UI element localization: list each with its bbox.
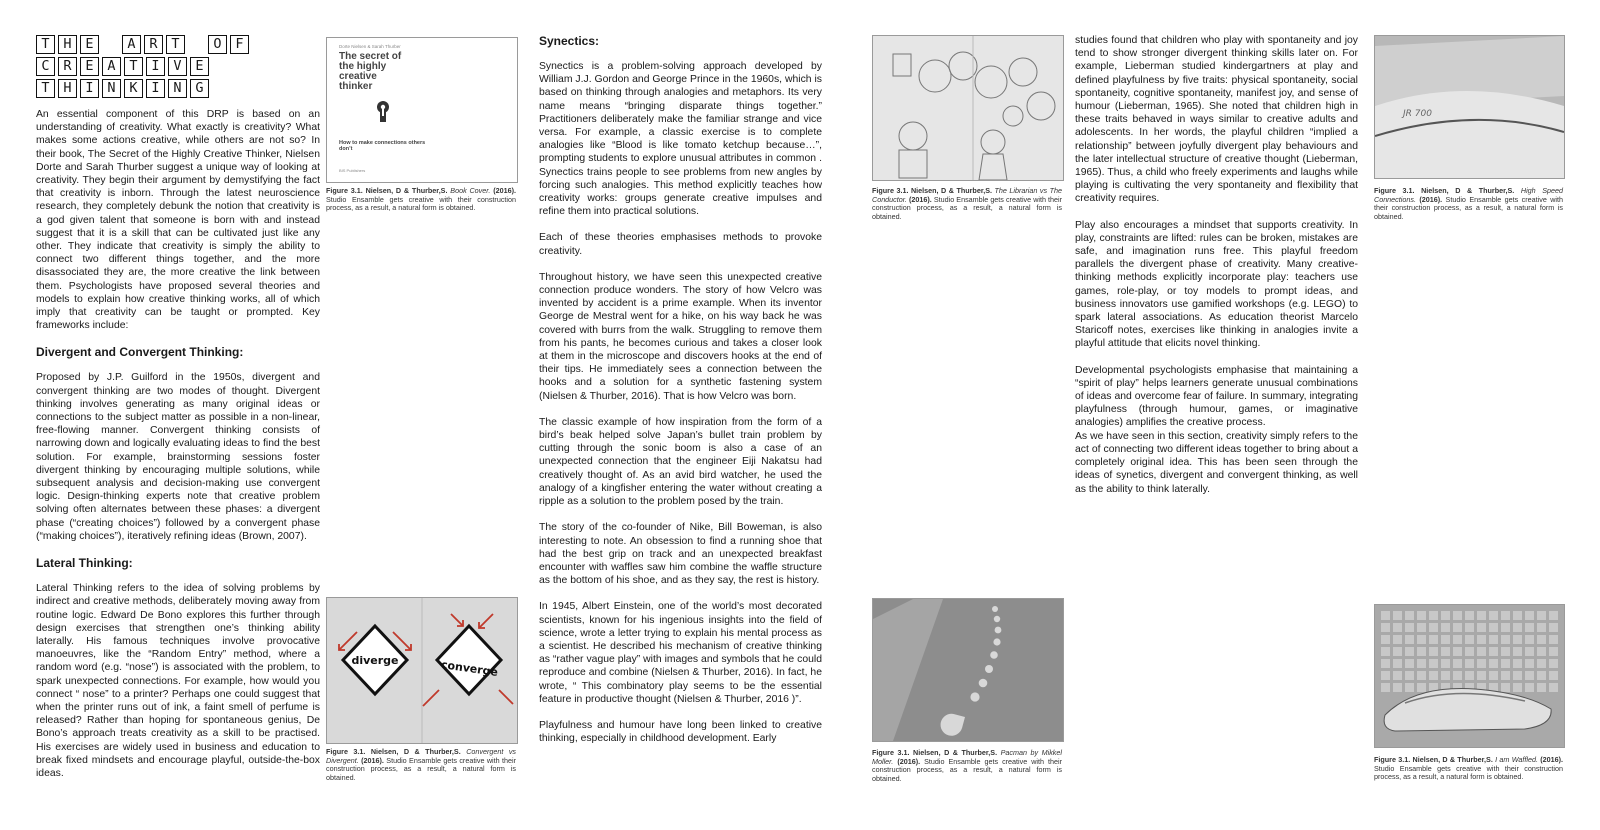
waffle-cell xyxy=(1465,635,1474,644)
caption-year: (2016). xyxy=(1419,194,1443,204)
figure-librarian-conductor xyxy=(872,35,1064,181)
waffle-cell xyxy=(1489,635,1498,644)
waffle-cell xyxy=(1429,623,1438,632)
diverge-label: diverge xyxy=(351,654,399,667)
waffle-cell xyxy=(1393,671,1402,680)
title-gap xyxy=(102,35,119,52)
waffle-cell xyxy=(1429,671,1438,680)
waffle-cell xyxy=(1417,659,1426,668)
waffle-cell xyxy=(1549,671,1558,680)
caption-title: The Librarian vs The Conductor. xyxy=(872,186,1062,204)
synectics-paragraph: Synectics is a problem-solving approach developed by William J.J. Gordon and George Prince in the 1960s, which is based on thinking through analogies and metaphors. Its very name means “bringing disparate things together.” Practitioners deliberately make the familiar strange and vice versa. For example, a classic exercise is to complete analogies like “Blood is like tomato ketchup because…”, prompting students to explore unusual attributes in common . Synectics trains people to see problems from new angles by forcing such analogies. This method explicitly teaches how creativity works: groups generate creative impulses and refine them into practical solutions. xyxy=(539,61,822,218)
title-letter: T xyxy=(36,79,55,98)
waffle-cell xyxy=(1405,659,1414,668)
waffle-cell xyxy=(1393,623,1402,632)
waffle-cell xyxy=(1525,671,1534,680)
waffle-shoe-photo xyxy=(1375,605,1564,747)
waffle-cell xyxy=(1453,659,1462,668)
waffle-cell xyxy=(1501,683,1510,692)
waffle-cell xyxy=(1381,623,1390,632)
heading-divergent: Divergent and Convergent Thinking: xyxy=(36,345,244,360)
title-letter: E xyxy=(80,57,99,76)
book-cover-subtitle: How to make connections others don’t xyxy=(339,140,426,152)
waffle-cell xyxy=(1465,659,1474,668)
waffle-cell xyxy=(1453,671,1462,680)
waffle-cell xyxy=(1405,671,1414,680)
figure-book-cover xyxy=(326,37,518,183)
waffle-cell xyxy=(1525,623,1534,632)
column-2 xyxy=(539,34,822,758)
caption-title: Pacman by Mikkel Moller. xyxy=(872,748,1062,766)
waffle-cell xyxy=(1429,659,1438,668)
waffle-cell xyxy=(1393,635,1402,644)
caption-label: Figure 3.1. Nielsen, D & Thurber,S. xyxy=(872,186,993,195)
waffle-cell xyxy=(1525,635,1534,644)
train-photo xyxy=(1375,36,1564,178)
title-letter: H xyxy=(58,79,77,98)
caption-book-cover xyxy=(326,187,516,213)
waffle-cell xyxy=(1441,623,1450,632)
caption-title: High Speed Connections. xyxy=(1374,186,1564,204)
title-letter: I xyxy=(146,57,165,76)
waffle-cell xyxy=(1465,671,1474,680)
book-publisher: BIS Publishers xyxy=(339,168,366,173)
title-letter: G xyxy=(190,79,209,98)
waffle-cell xyxy=(1537,647,1546,656)
caption-diverge-converge xyxy=(326,748,516,782)
title-row xyxy=(36,57,249,76)
bullet-train-paragraph: The classic example of how inspiration from the form of a bird’s beak helped solve Japan’s bullet train problem by cutting through the sonic boom is also a case of an unexpected connection that the engineer Eiji Nakatsu had creatively thought of. As an avid bird watcher, he used the analogy of a kingfisher entering the water without creating a ripple as a solution to the problem posed by the train. xyxy=(539,416,822,508)
page-title xyxy=(36,35,249,101)
book-cover-title: The secret of the highly creative thinker xyxy=(339,51,402,92)
waffle-cell xyxy=(1489,647,1498,656)
caption-label: Figure 3.1. Nielsen, D & Thurber,S. xyxy=(1374,186,1515,195)
waffle-cell xyxy=(1429,647,1438,656)
figure-pacman xyxy=(872,598,1064,742)
title-letter: I xyxy=(80,79,99,98)
waffle-cell xyxy=(1501,623,1510,632)
title-letter: T xyxy=(124,57,143,76)
waffle-cell xyxy=(1465,647,1474,656)
caption-year: (2016). xyxy=(908,194,932,204)
waffle-cell xyxy=(1501,611,1510,620)
waffle-cell xyxy=(1513,647,1522,656)
title-letter: A xyxy=(102,57,121,76)
waffle-cell xyxy=(1549,635,1558,644)
converge-label: converge xyxy=(440,658,499,679)
waffle-cell xyxy=(1453,611,1462,620)
waffle-cell xyxy=(1501,671,1510,680)
conclusion-paragraph: As we have seen in this section, creativity simply refers to the act of connecting two different ideas together to bring about a completely original idea. This has been seen through the ideas of synetics, divergent and convergent thinking, as well as the ability to think laterally. xyxy=(1075,430,1358,495)
velcro-paragraph: Throughout history, we have seen this unexpected creative connection produce wonders. The story of how Velcro was invented by accident is a prime example. When its inventor George de Mestral went for a hike, on his way back he was covered with burrs from the walk. Struggling to remove them from his pants, he becomes curious and takes a closer look at them in the microscope and discovers hooks at the end of their tips. He immediately sees a connection between the hooks and a solution for a synthetic fastening system (Nielsen & Thurber, 2016). That is how Velcro was born. xyxy=(539,271,822,402)
waffle-cell xyxy=(1405,623,1414,632)
waffle-cell xyxy=(1453,635,1462,644)
waffle-cell xyxy=(1525,683,1534,692)
caption-text: Studio Ensamble gets creative with their construction process, as a result, a natural form is obtained. xyxy=(1374,763,1563,782)
waffle-cell xyxy=(1489,659,1498,668)
waffle-cell xyxy=(1381,683,1390,692)
waffle-cell xyxy=(1405,635,1414,644)
waffle-cell xyxy=(1417,647,1426,656)
title-letter: R xyxy=(144,35,163,54)
caption-text: Studio Ensamble gets creative with their construction process, as a result, a natural form is obtained. xyxy=(872,194,1063,221)
waffle-cell xyxy=(1537,683,1546,692)
waffle-cell xyxy=(1513,623,1522,632)
book-authors: Dorte Nielsen & Sarah Thurber xyxy=(339,44,401,49)
column-3 xyxy=(1075,34,1358,509)
heading-lateral: Lateral Thinking: xyxy=(36,556,133,571)
waffle-cell xyxy=(1549,623,1558,632)
waffle-cell xyxy=(1441,611,1450,620)
waffle-cell xyxy=(1537,671,1546,680)
waffle-cell xyxy=(1417,635,1426,644)
waffle-cell xyxy=(1513,659,1522,668)
waffle-cell xyxy=(1417,623,1426,632)
waffle-cell xyxy=(1477,647,1486,656)
waffle-cell xyxy=(1537,623,1546,632)
waffle-cell xyxy=(1513,611,1522,620)
waffle-cell xyxy=(1429,611,1438,620)
title-letter: O xyxy=(208,35,227,54)
title-gap xyxy=(188,35,205,52)
waffle-cell xyxy=(1405,683,1414,692)
waffle-cell xyxy=(1513,635,1522,644)
pacman-photo xyxy=(873,599,1063,741)
spirit-of-play-paragraph: Developmental psychologists emphasise that maintaining a “spirit of play” helps learners generate unusual combinations of ideas and overcome fear of failure. In summary, integrating playfulness (through humour, games, or imaginative analogies) amplifies the creative process. xyxy=(1075,364,1358,429)
playfulness-paragraph: Playfulness and humour have long been linked to creative thinking, especially in childhood development. Early xyxy=(539,719,822,745)
waffle-cell xyxy=(1381,671,1390,680)
title-letter: R xyxy=(58,57,77,76)
waffle-cell xyxy=(1513,671,1522,680)
waffle-cell xyxy=(1525,659,1534,668)
waffle-cell xyxy=(1501,635,1510,644)
waffle-cell xyxy=(1381,659,1390,668)
caption-pacman xyxy=(872,749,1062,783)
lieberman-paragraph: studies found that children who play with spontaneity and joy tend to show stronger divergent thinking skills later on. For example, Lieberman studied kindergartners at play and defined playfulness by five traits: physical spontaneity, social spontaneity, cognitive spontaneity, manifest joy, and sense of humour (Lieberman, 1965). She noted that children high in these traits behaved in ways similar to creative adults and adolescents. In her words, the playful children “implied a relationship” between joyfully divergent play behaviours and the later intellectual structure of creative thought (Lieberman, 1965). Thus, a child who freely experiments and laughs while playing is cultivating the very spontaneity and flexibility that creativity requires. xyxy=(1075,35,1358,205)
nike-paragraph: The story of the co-founder of Nike, Bill Boweman, is also interesting to note. An obsession to find a running shoe that had the best grip on track and an unexpected breakfast encounter with waffles saw him combine the waffle structure as the bottom of his shoe, and as they say, the rest is history. xyxy=(539,522,822,587)
waffle-cell xyxy=(1417,671,1426,680)
caption-label: Figure 3.1. Nielsen, D & Thurber,S. xyxy=(326,747,461,756)
caption-label: Figure 3.1. Nielsen, D & Thurber,S. xyxy=(1374,755,1493,764)
waffle-cell xyxy=(1405,611,1414,620)
waffle-cell xyxy=(1537,659,1546,668)
waffle-cell xyxy=(1453,623,1462,632)
divergent-paragraph: Proposed by J.P. Guilford in the 1950s, divergent and convergent thinking are two modes of thought. Divergent thinking involves generating as many original ideas or connections to the subject matter as possible in a non-linear, free-flowing manner. Convergent thinking consists of narrowing down and logically evaluating ideas to find the best solution. For example, brainstorming sessions foster divergent thinking by encouraging multiple solutions, while subsequent analysis and decision-making use convergent logic. Design-thinking experts note that creative problem solving often alternates between these phases: a divergent phase (“creating choices”) followed by a convergent phase (“making choices”), iteratively refining ideas (Brown, 2007). xyxy=(36,372,320,542)
caption-year: (2016). xyxy=(493,186,516,195)
waffle-cell xyxy=(1405,647,1414,656)
title-letter: T xyxy=(36,35,55,54)
caption-label: Figure 3.1. Nielsen, D & Thurber,S. xyxy=(872,748,998,757)
caption-text: Studio Ensamble gets creative with their construction process, as a result, a natural form is obtained. xyxy=(326,194,516,213)
intro-paragraph: An essential component of this DRP is based on an understanding of creativity. What exactly is creativity? What makes some actions creative, while others are not so? In their book, The Secret of the Highly Creative Thinker, Nielsen Dorte and Sarah Thurber suggest a unique way of looking at creativity. They begin their argument by demystifying the fact that creativity is inborn. Through the latest neuroscience research, they completely debunk the notion that creativity is a god given talent that someone is born with and instead suggest that it is a skill that can be cultivated just like any other. They indicate that creativity is simply the ability to connect two different things together, and the more disassociated they are, the more creative the link between them. Psychologists have proposed several theories and models to explain how creative thinking works, all of which imply that creativity can be taught or prompted. Key frameworks include: xyxy=(36,109,320,332)
waffle-cell xyxy=(1441,671,1450,680)
figure-train xyxy=(1374,35,1565,179)
title-letter: C xyxy=(36,57,55,76)
waffle-cell xyxy=(1525,611,1534,620)
waffle-cell xyxy=(1477,659,1486,668)
caption-label: Figure 3.1. Nielsen, D & Thurber,S. xyxy=(326,186,448,195)
librarian-conductor-sketch xyxy=(873,36,1063,180)
title-letter: F xyxy=(230,35,249,54)
waffle-cell xyxy=(1477,611,1486,620)
waffle-cell xyxy=(1501,647,1510,656)
waffle-cell xyxy=(1441,635,1450,644)
waffle-cell xyxy=(1549,647,1558,656)
waffle-cell xyxy=(1393,611,1402,620)
caption-year: (2016). xyxy=(897,756,921,766)
diverge-converge-drawing xyxy=(327,598,517,743)
waffle-cell xyxy=(1465,611,1474,620)
caption-title: I am Waffled. xyxy=(1495,755,1538,764)
waffle-cell xyxy=(1381,635,1390,644)
waffle-cell xyxy=(1501,659,1510,668)
title-letter: V xyxy=(168,57,187,76)
column-1 xyxy=(36,108,320,793)
title-row xyxy=(36,35,249,54)
waffle-cell xyxy=(1513,683,1522,692)
waffle-cell xyxy=(1489,623,1498,632)
caption-waffle-shoe xyxy=(1374,756,1563,782)
keyhole-icon xyxy=(375,100,391,124)
caption-year: (2016). xyxy=(1540,755,1564,764)
title-letter: N xyxy=(102,79,121,98)
waffle-cell xyxy=(1549,611,1558,620)
title-letter: E xyxy=(80,35,99,54)
title-letter: N xyxy=(168,79,187,98)
waffle-cell xyxy=(1489,671,1498,680)
caption-text: Studio Ensamble gets creative with their construction process, as a result, a natural form is obtained. xyxy=(326,755,517,782)
caption-title: Convergent vs Divergent. xyxy=(326,747,517,765)
caption-year: (2016). xyxy=(361,755,384,765)
theories-paragraph: Each of these theories emphasises methods to provoke creativity. xyxy=(539,232,822,257)
waffle-cell xyxy=(1393,647,1402,656)
title-letter: H xyxy=(58,35,77,54)
waffle-cell xyxy=(1417,611,1426,620)
title-letter: K xyxy=(124,79,143,98)
waffle-cell xyxy=(1393,683,1402,692)
title-letter: T xyxy=(166,35,185,54)
waffle-cell xyxy=(1477,671,1486,680)
heading-synectics: Synectics: xyxy=(539,34,600,48)
waffle-cell xyxy=(1417,683,1426,692)
waffle-cell xyxy=(1549,683,1558,692)
waffle-cell xyxy=(1441,659,1450,668)
figure-diverge-converge xyxy=(326,597,518,744)
caption-text: Studio Ensamble gets creative with their construction process, as a result, a natural form is obtained. xyxy=(872,756,1063,783)
title-letter: I xyxy=(146,79,165,98)
train-label: JR 700 xyxy=(1403,109,1432,119)
caption-text: Studio Ensamble gets creative with their construction process, as a result, a natural form is obtained. xyxy=(1374,194,1564,221)
einstein-paragraph: In 1945, Albert Einstein, one of the world’s most decorated scientists, known for his ingenious insights into the field of science, wrote a letter trying to explain his mental process as a scientist. He described his mechanism of creative thinking as “rather vague play” with images and symbols that he could reproduce and combine (Nielsen & Thurber, 2016). In fact, he wrote, “ This combinatory play seems to be the essential feature in productive thought (Nielsen & Thurber, 2016 )”. xyxy=(539,601,822,705)
caption-train xyxy=(1374,187,1563,221)
caption-librarian-conductor xyxy=(872,187,1062,221)
waffle-cell xyxy=(1465,623,1474,632)
play-mindset-paragraph: Play also encourages a mindset that supports creativity. In play, constraints are lifted: rules can be broken, mistakes are safe, and imagination runs free. This playful freedom parallels the divergent phase of creativity. Many creative-thinking methods explicitly incorporate play: teachers use games, role-play, or toy models to prompt ideas, and business innovators use gamified workshops (e.g. LEGO) to spark lateral associations. As education theorist Marcelo Staricoff notes, exercises like thinking in analogies invite a playful attitude that elicits novel thinking. xyxy=(1075,219,1358,350)
title-letter: E xyxy=(190,57,209,76)
waffle-cell xyxy=(1489,611,1498,620)
waffle-cell xyxy=(1477,635,1486,644)
figure-waffle-shoe xyxy=(1374,604,1565,748)
waffle-cell xyxy=(1549,659,1558,668)
waffle-cell xyxy=(1393,659,1402,668)
waffle-cell xyxy=(1525,647,1534,656)
waffle-cell xyxy=(1477,623,1486,632)
caption-title: Book Cover. xyxy=(450,186,491,195)
waffle-cell xyxy=(1429,635,1438,644)
waffle-cell xyxy=(1453,647,1462,656)
waffle-cell xyxy=(1537,611,1546,620)
waffle-cell xyxy=(1381,647,1390,656)
waffle-cell xyxy=(1537,635,1546,644)
waffle-cell xyxy=(1381,611,1390,620)
title-row xyxy=(36,79,249,98)
lateral-paragraph: Lateral Thinking refers to the idea of solving problems by indirect and creative methods, deliberately moving away from routine logic. Edward De Bono explores this further through design exercises that strengthen one’s thinking ability laterally. His famous techniques involve provocative manoeuvres, like the “Random Entry” method, where a random word (e.g. “nose”) is associated with the problem, to spark unexpected connections. For example, how would you connect “ nose” to a printer? Perhaps one could suggest that when the printer runs out of ink, a faint smell of perfume is released? Rather than hoping for spontaneous genius, De Bono’s approach treats creativity as a skill to be practised. His exercises are widely used in business and education to break fixed mindsets and encourage playful, outside-the-box ideas. xyxy=(36,583,320,779)
title-letter: A xyxy=(122,35,141,54)
waffle-cell xyxy=(1441,647,1450,656)
